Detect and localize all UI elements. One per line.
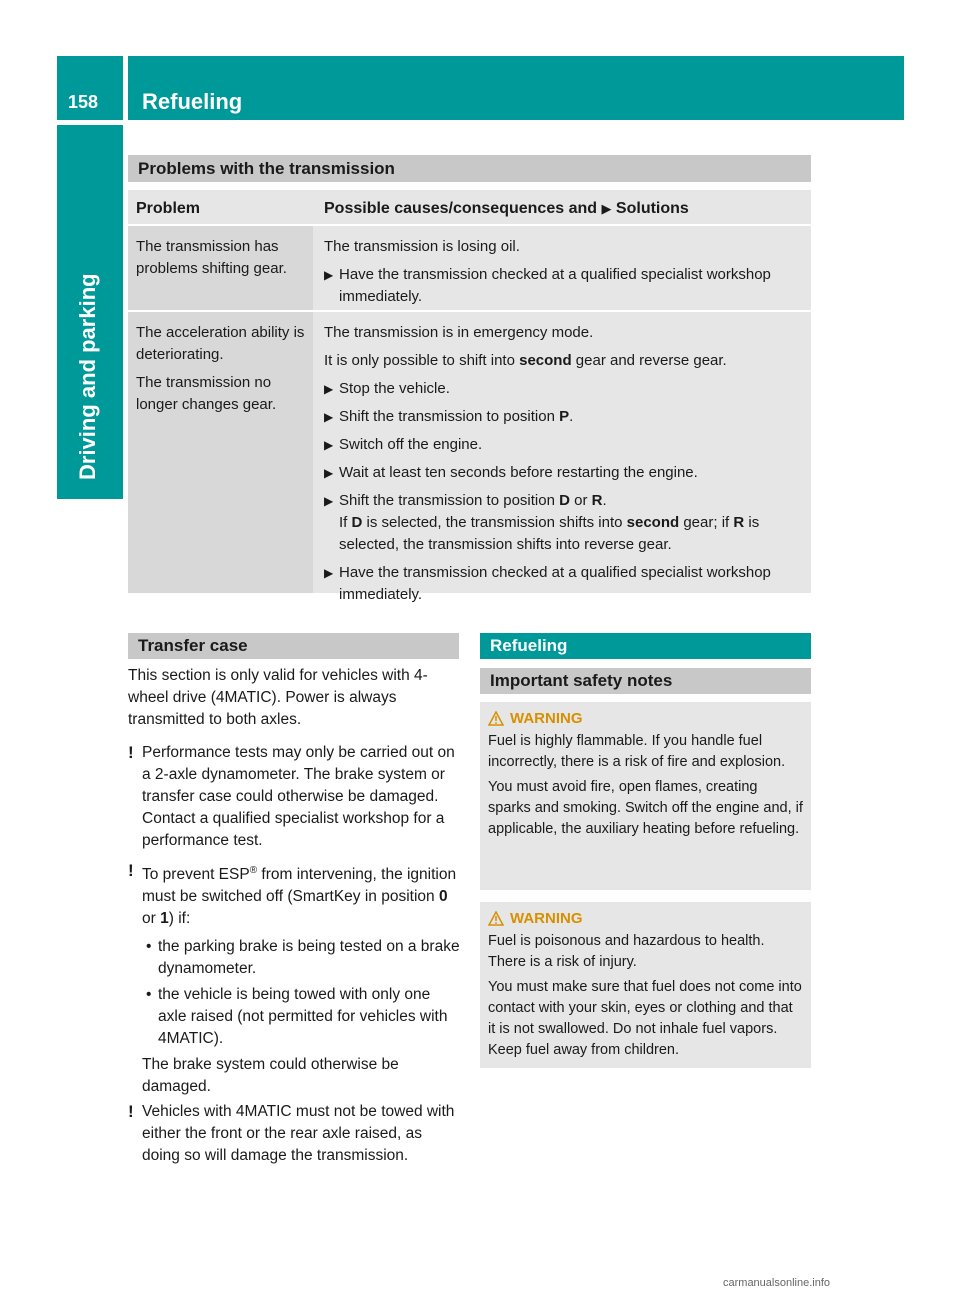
exclamation-icon: ! [128,1102,134,1121]
header-bar [128,56,904,120]
cause-text: The transmission is losing oil. [324,238,520,255]
table-row [128,226,811,310]
note-followup: The brake system could otherwise be damaged. [142,1056,399,1096]
chapter-label: Driving and parking [75,273,100,480]
exclamation-icon: ! [128,743,134,762]
solution-cell [318,226,811,310]
list-item: • the parking brake is being tested on a brake dynamometer. [146,938,460,978]
problem-cell: The acceleration ability is deteriorating. The transmission no longer changes gear. [128,312,313,593]
caution-note: ! Performance tests may only be carried out on a 2-axle dynamometer. The brake system or transfer case could otherwise be damaged. Contact a qualified specialist workshop for a performance test. [128,743,455,849]
transfer-case-intro: This section is only valid for vehicles with 4-wheel drive (4MATIC). Power is always transmitted to both axles. [128,667,428,728]
bullet-icon: • [146,938,152,956]
solution-cell [318,312,811,603]
list-item: • the vehicle is being towed with only one axle raised (not permitted for vehicles with 4MATIC). [146,986,448,1048]
warning-triangle-icon [488,711,504,726]
page-title: Refueling [142,89,243,114]
footer-watermark: carmanualsonline.info [723,1277,831,1289]
arrow-right-icon: ▶ [324,494,334,508]
cause-text: It is only possible to shift into second gear and reverse gear. [324,352,727,369]
solution-step: ▶ Shift the transmission to position D or R. If D is selected, the transmission shifts into second gear; if R is selected, the transmission shifts into reverse gear. [324,492,760,553]
safety-notes-title: Important safety notes [480,668,811,694]
arrow-right-icon: ▶ [324,268,334,282]
bullet-icon: • [146,986,152,1004]
arrow-right-icon: ▶ [324,438,334,452]
caution-note: ! Vehicles with 4MATIC must not be towed with either the front or the rear axle raised, as doing so will damage the transmission. [128,1102,455,1164]
col-header-problem: Problem [136,200,201,217]
page-number: 158 [68,92,99,112]
solution-step: ▶ Have the transmission checked at a qualified specialist workshop immediately. [324,564,771,603]
exclamation-icon: ! [128,861,134,880]
warning-text: Fuel is poisonous and hazardous to health. There is a risk of injury. [488,933,765,970]
warning-box [480,702,811,890]
solution-step: ▶ Shift the transmission to position P. [324,406,805,428]
arrow-right-icon: ▶ [324,466,334,480]
table-row [128,312,811,603]
warning-text: You must make sure that fuel does not come into contact with your skin, eyes or clothing and that it is not swallowed. Do not inhale fuel vapors. Keep fuel away from children. [488,979,802,1058]
warning-box [480,902,811,1068]
warning-heading: WARNING [488,708,803,729]
transfer-case-title: Transfer case [128,633,459,659]
col-header-solutions: Possible causes/consequences and ▶ Solutions [324,200,689,217]
arrow-right-icon: ▶ [324,566,334,580]
cause-text: The transmission is in emergency mode. [324,324,594,341]
arrow-right-icon: ▶ [324,410,334,424]
table-header [128,190,811,224]
solution-step: ▶ Switch off the engine. [324,434,805,456]
solution-step: ▶ Stop the vehicle. [324,378,805,400]
warning-text: Fuel is highly flammable. If you handle fuel incorrectly, there is a risk of fire and explosion. [488,733,786,770]
solution-step: ▶ Have the transmission checked at a qualified specialist workshop immediately. [324,266,771,305]
warning-triangle-icon [488,911,504,926]
transmission-section-title: Problems with the transmission [128,155,811,182]
problem-cell: The transmission has problems shifting gear. [128,226,313,310]
caution-note: ! To prevent ESP® from intervening, the ignition must be switched off (SmartKey in position 0 or 1) if: • the parking brake is being tested on a brake dynamometer. • the vehicle is being towed with only one axle raised (not permitted for vehicles with 4MATIC). The brake system could otherwise be damaged. [128,860,460,1098]
refueling-section-title: Refueling [480,633,811,659]
arrow-right-icon: ▶ [324,382,334,396]
arrow-right-icon: ▶ [601,201,612,216]
warning-heading: WARNING [488,908,803,929]
warning-text: You must avoid fire, open flames, creating sparks and smoking. Switch off the engine and, if applicable, the auxiliary heating before refueling. [488,779,803,837]
solution-step: ▶ Wait at least ten seconds before restarting the engine. [324,462,805,484]
